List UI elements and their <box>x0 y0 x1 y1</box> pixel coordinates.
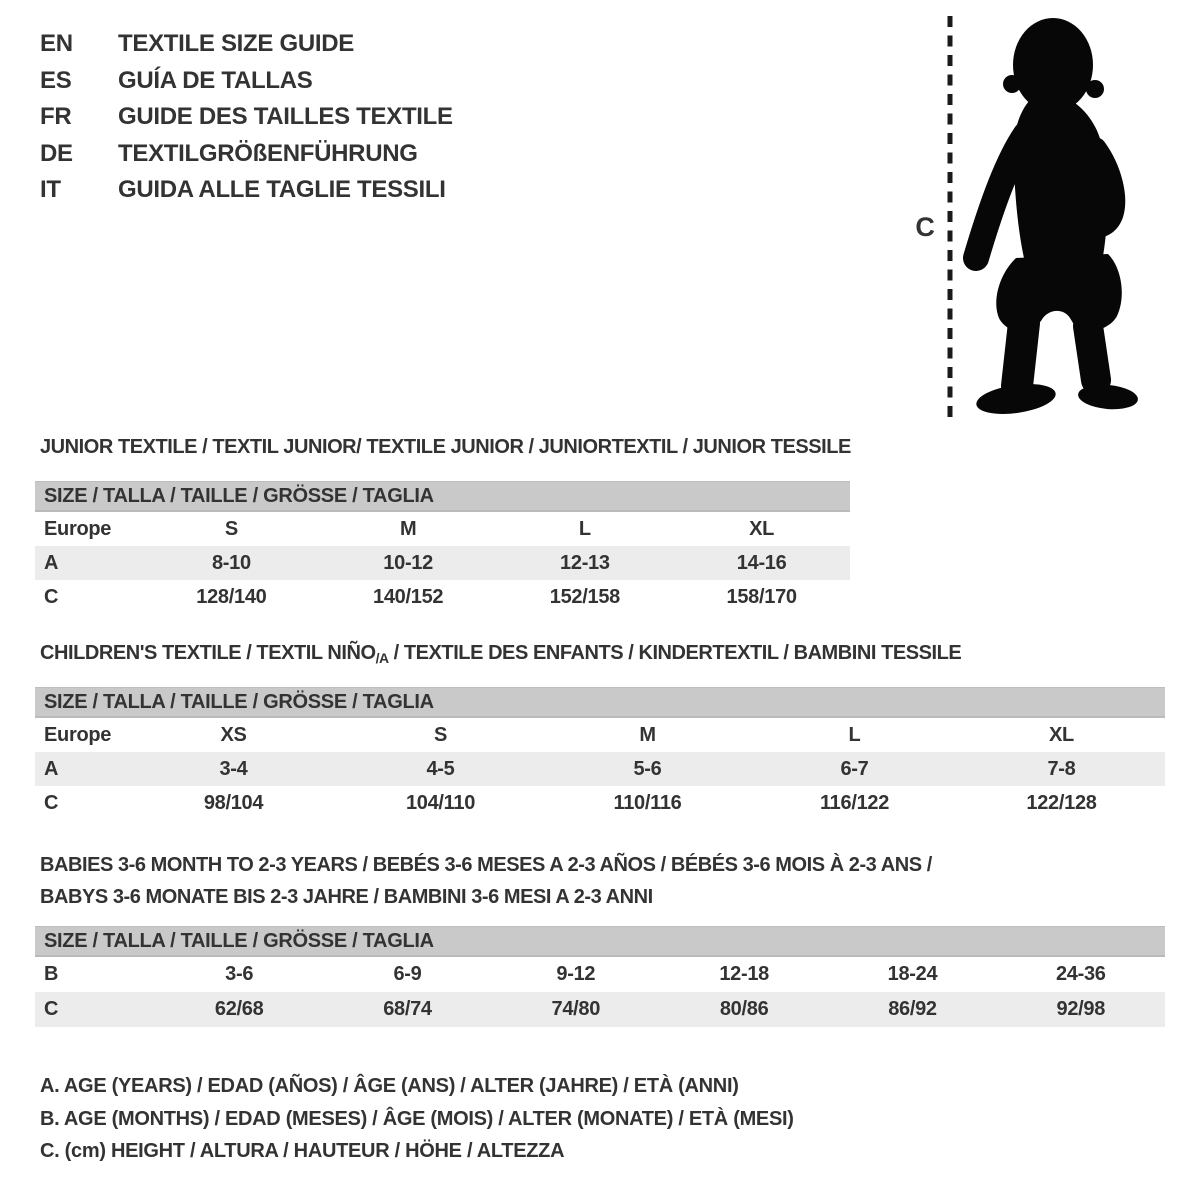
row-label: A <box>44 757 59 780</box>
size-value: 24-36 <box>1055 963 1106 985</box>
babies-size-table <box>35 926 1165 1027</box>
language-row <box>40 63 453 100</box>
footnote-a: A. AGE (YEARS) / EDAD (AÑOS) / ÂGE (ANS) / ALTER (JAHRE) / ETÀ (ANNI) <box>40 1075 739 1097</box>
size-value: M <box>639 723 656 746</box>
table-row <box>35 718 1165 752</box>
junior-size-table <box>35 481 850 614</box>
size-table-header: SIZE / TALLA / TAILLE / GRÖSSE / TAGLIA <box>35 687 1165 718</box>
size-value: 3-6 <box>225 963 254 985</box>
footnotes <box>40 1070 794 1168</box>
row-label: Europe <box>44 517 112 540</box>
size-value: 7-8 <box>1047 757 1076 780</box>
size-value: S <box>224 517 238 540</box>
children-title-part1: CHILDREN'S TEXTILE / TEXTIL NIÑO <box>40 642 376 664</box>
size-value: 9-12 <box>556 963 596 985</box>
size-value: 3-4 <box>219 757 248 780</box>
size-value: 6-9 <box>393 963 422 985</box>
size-value: 86/92 <box>888 998 937 1020</box>
size-value: 140/152 <box>373 585 444 608</box>
size-table-header: SIZE / TALLA / TAILLE / GRÖSSE / TAGLIA <box>35 481 850 512</box>
babies-title-line2: BABYS 3-6 MONATE BIS 2-3 JAHRE / BAMBINI 3-6 MESI A 2-3 ANNI <box>40 886 653 908</box>
language-row <box>40 26 453 63</box>
table-row <box>35 752 1165 786</box>
size-value: 4-5 <box>426 757 455 780</box>
row-label: C <box>44 791 59 814</box>
babies-title-line1: BABIES 3-6 MONTH TO 2-3 YEARS / BEBÉS 3-6 MESES A 2-3 AÑOS / BÉBÉS 3-6 MOIS À 2-3 ANS / <box>40 854 932 876</box>
measure-label-c: C <box>915 212 935 242</box>
size-value: 116/122 <box>819 791 890 814</box>
children-section-title <box>40 642 961 665</box>
language-row <box>40 136 453 173</box>
page-title: GUIDE DES TAILLES TEXTILE <box>118 103 453 130</box>
size-value: L <box>848 723 861 746</box>
size-table-header: SIZE / TALLA / TAILLE / GRÖSSE / TAGLIA <box>35 926 1165 957</box>
babies-section-title <box>40 849 932 913</box>
table-row <box>35 580 850 614</box>
size-value: 5-6 <box>633 757 662 780</box>
size-value: 122/128 <box>1026 791 1097 814</box>
size-value: S <box>433 723 448 746</box>
size-value: 110/116 <box>613 791 682 814</box>
children-title-part2: / TEXTILE DES ENFANTS / KINDERTEXTIL / BAMBINI TESSILE <box>388 642 962 664</box>
page-title: GUIDA ALLE TAGLIE TESSILI <box>118 176 446 203</box>
row-label: C <box>44 585 59 608</box>
size-value: 12-18 <box>719 963 769 985</box>
size-value: 68/74 <box>383 998 432 1020</box>
size-value: 128/140 <box>196 585 267 608</box>
size-value: 98/104 <box>203 791 264 814</box>
size-value: 104/110 <box>405 791 476 814</box>
junior-section-title: JUNIOR TEXTILE / TEXTIL JUNIOR/ TEXTILE JUNIOR / JUNIORTEXTIL / JUNIOR TESSILE <box>40 436 851 458</box>
page-title: TEXTILGRÖßENFÜHRUNG <box>118 139 418 167</box>
table-row <box>35 512 850 546</box>
size-value: 10-12 <box>383 551 433 574</box>
size-value: 14-16 <box>736 551 787 574</box>
size-value: 6-7 <box>840 757 869 780</box>
page-title: GUÍA DE TALLAS <box>118 66 313 94</box>
size-value: 62/68 <box>214 998 264 1020</box>
children-title-subscript: /A <box>375 650 389 666</box>
table-row <box>35 957 1165 992</box>
size-value: 74/80 <box>551 998 601 1020</box>
row-label: C <box>44 998 59 1020</box>
row-label: Europe <box>44 723 112 746</box>
row-label: B <box>44 963 59 985</box>
table-row <box>35 786 1165 820</box>
language-title-block <box>40 26 453 209</box>
size-value: 158/170 <box>726 585 797 608</box>
language-code: EN <box>40 30 73 57</box>
size-value: 152/158 <box>549 585 620 608</box>
size-value: M <box>399 517 417 540</box>
language-code: ES <box>40 66 72 94</box>
size-value: 92/98 <box>1056 998 1106 1020</box>
size-value: XL <box>749 517 775 540</box>
table-row <box>35 992 1165 1027</box>
size-value: 18-24 <box>887 963 938 985</box>
size-value: 80/86 <box>719 998 769 1020</box>
size-value: 8-10 <box>211 551 251 574</box>
height-measure-figure <box>920 8 1150 420</box>
page-title: TEXTILE SIZE GUIDE <box>118 30 354 57</box>
footnote-c: C. (cm) HEIGHT / ALTURA / HAUTEUR / HÖHE / ALTEZZA <box>40 1140 565 1162</box>
baby-silhouette-icon <box>920 8 1150 420</box>
children-size-table <box>35 687 1165 820</box>
language-code: DE <box>40 139 73 167</box>
table-row <box>35 546 850 580</box>
row-label: A <box>44 551 59 574</box>
size-value: L <box>578 517 591 540</box>
language-row <box>40 172 453 209</box>
footnote-b: B. AGE (MONTHS) / EDAD (MESES) / ÂGE (MOIS) / ALTER (MONATE) / ETÀ (MESI) <box>40 1107 794 1130</box>
size-value: XS <box>220 723 247 746</box>
size-value: 12-13 <box>560 551 610 574</box>
size-value: XL <box>1049 723 1074 746</box>
language-code: IT <box>40 176 61 203</box>
language-row <box>40 99 453 136</box>
language-code: FR <box>40 103 72 130</box>
